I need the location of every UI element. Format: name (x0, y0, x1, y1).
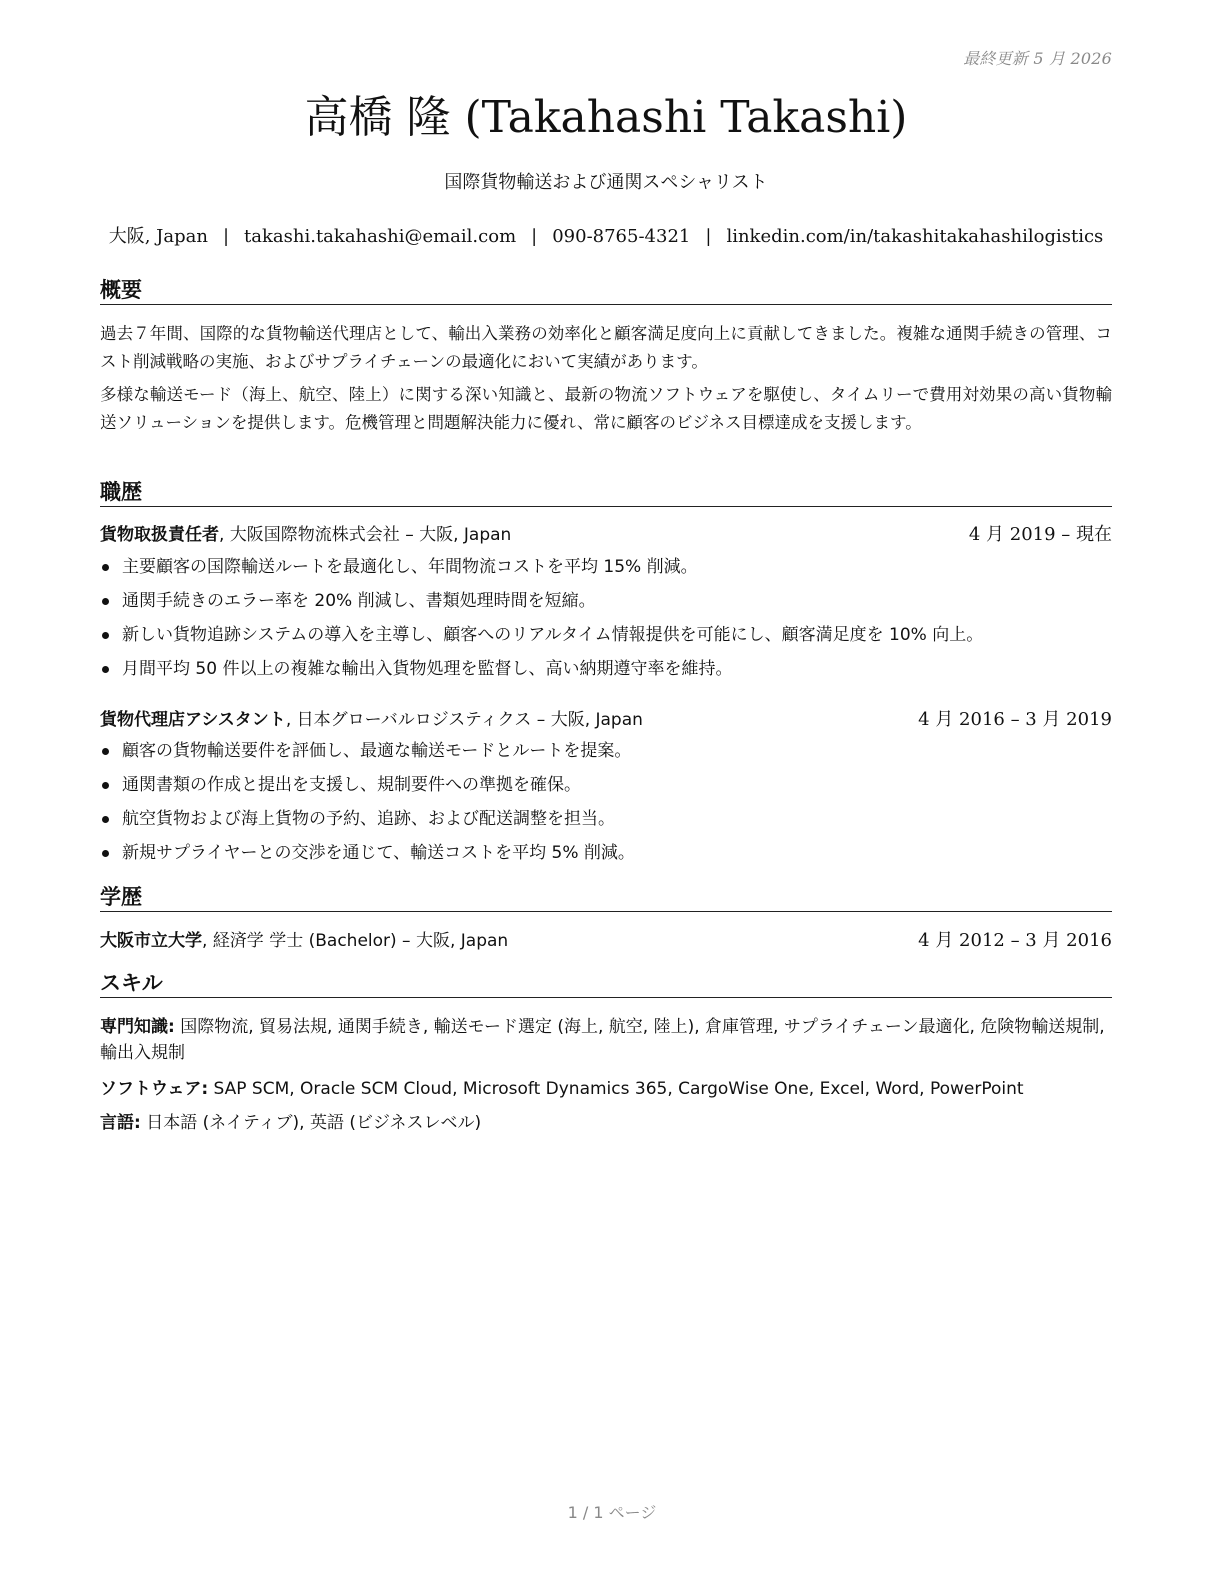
education-heading: 学歴 (100, 883, 1112, 912)
experience-heading: 職歴 (100, 478, 1112, 507)
education-dates: 4 月 2012 – 3 月 2016 (918, 930, 1112, 951)
summary-paragraph-2: 多様な輸送モード（海上、航空、陸上）に関する深い知識と、最新の物流ソフトウェアを駆使し、タイムリーで費用対効果の高い貨物輸送ソリューションを提供します。危機管理と問題解決能力に優れ、常に顧客のビジネス目標達成を支援します。 (100, 385, 1112, 432)
list-item: 顧客の貨物輸送要件を評価し、最適な輸送モードとルートを提案。 (100, 737, 1112, 771)
school-name: 大阪市立大学 (100, 931, 202, 951)
job-role: 貨物取扱責任者 (100, 525, 219, 545)
candidate-name: 高橋 隆 (Takahashi Takashi) (304, 92, 908, 143)
job-role: 貨物代理店アシスタント (100, 710, 286, 730)
education-entry (100, 927, 1112, 955)
contact-email[interactable]: takashi.takahashi@email.com (244, 226, 517, 247)
job-title: 国際貨物輸送および通関スペシャリスト (444, 172, 768, 193)
skill-software: ソフトウェア: SAP SCM, Oracle SCM Cloud, Microsoft Dynamics 365, CargoWise One, Excel, Word, PowerPoint (100, 1079, 1024, 1099)
skill-languages: 言語: 日本語 (ネイティブ), 英語 (ビジネスレベル) (100, 1113, 482, 1133)
bullet-icon (102, 632, 109, 639)
job-company: , 日本グローバルロジスティクス – 大阪, Japan (285, 710, 643, 730)
contact-linkedin[interactable]: linkedin.com/in/takashitakahashilogistics (726, 226, 1104, 247)
list-item: 新規サプライヤーとの交渉を通じて、輸送コストを平均 5% 削減。 (100, 839, 1112, 873)
list-item: 通関手続きのエラー率を 20% 削減し、書類処理時間を短縮。 (100, 587, 1112, 621)
contact-line (100, 224, 1112, 250)
list-item: 主要顧客の国際輸送ルートを最適化し、年間物流コストを平均 15% 削減。 (100, 553, 1112, 587)
bullet-icon (102, 850, 109, 857)
job-bullets-2 (100, 737, 1112, 873)
resume-page (100, 0, 1112, 1584)
last-updated: 最終更新 5 月 2026 (963, 49, 1112, 68)
job-header-2 (100, 706, 1112, 734)
bullet-icon (102, 748, 109, 755)
contact-separator: | (705, 226, 712, 247)
job-company: , 大阪国際物流株式会社 – 大阪, Japan (219, 525, 512, 545)
job-bullets-1 (100, 553, 1112, 689)
bullet-icon (102, 782, 109, 789)
list-item: 月間平均 50 件以上の複雑な輸出入貨物処理を監督し、高い納期遵守率を維持。 (100, 655, 1112, 689)
job-dates: 4 月 2019 – 現在 (968, 524, 1112, 545)
bullet-icon (102, 666, 109, 673)
list-item: 新しい貨物追跡システムの導入を主導し、顧客へのリアルタイム情報提供を可能にし、顧客満足度を 10% 向上。 (100, 621, 1112, 655)
summary-heading: 概要 (100, 276, 1112, 305)
skill-expertise: 専門知識: 国際物流, 貿易法規, 通関手続き, 輸送モード選定 (海上, 航空, 陸上), 倉庫管理, サプライチェーン最適化, 危険物輸送規制, 輸出入規制 (100, 1017, 1105, 1063)
summary-paragraph-1: 過去７年間、国際的な貨物輸送代理店として、輸出入業務の効率化と顧客満足度向上に貢献してきました。複雑な通関手続きの管理、コスト削減戦略の実施、およびサプライチェーンの最適化において実績があります。 (100, 324, 1112, 371)
list-item: 航空貨物および海上貨物の予約、追跡、および配送調整を担当。 (100, 805, 1112, 839)
bullet-icon (102, 816, 109, 823)
skills-heading: スキル (100, 969, 1112, 998)
bullet-icon (102, 598, 109, 605)
bullet-icon (102, 564, 109, 571)
contact-separator: | (222, 226, 230, 247)
contact-separator: | (531, 226, 538, 247)
job-dates: 4 月 2016 – 3 月 2019 (918, 709, 1112, 730)
contact-phone: 090-8765-4321 (552, 226, 691, 247)
degree-detail: , 経済学 学士 (Bachelor) – 大阪, Japan (202, 931, 509, 951)
contact-location: 大阪, Japan (108, 226, 208, 247)
job-header-1 (100, 521, 1112, 549)
page-number: 1 / 1 ページ (567, 1503, 657, 1522)
list-item: 通関書類の作成と提出を支援し、規制要件への準拠を確保。 (100, 771, 1112, 805)
